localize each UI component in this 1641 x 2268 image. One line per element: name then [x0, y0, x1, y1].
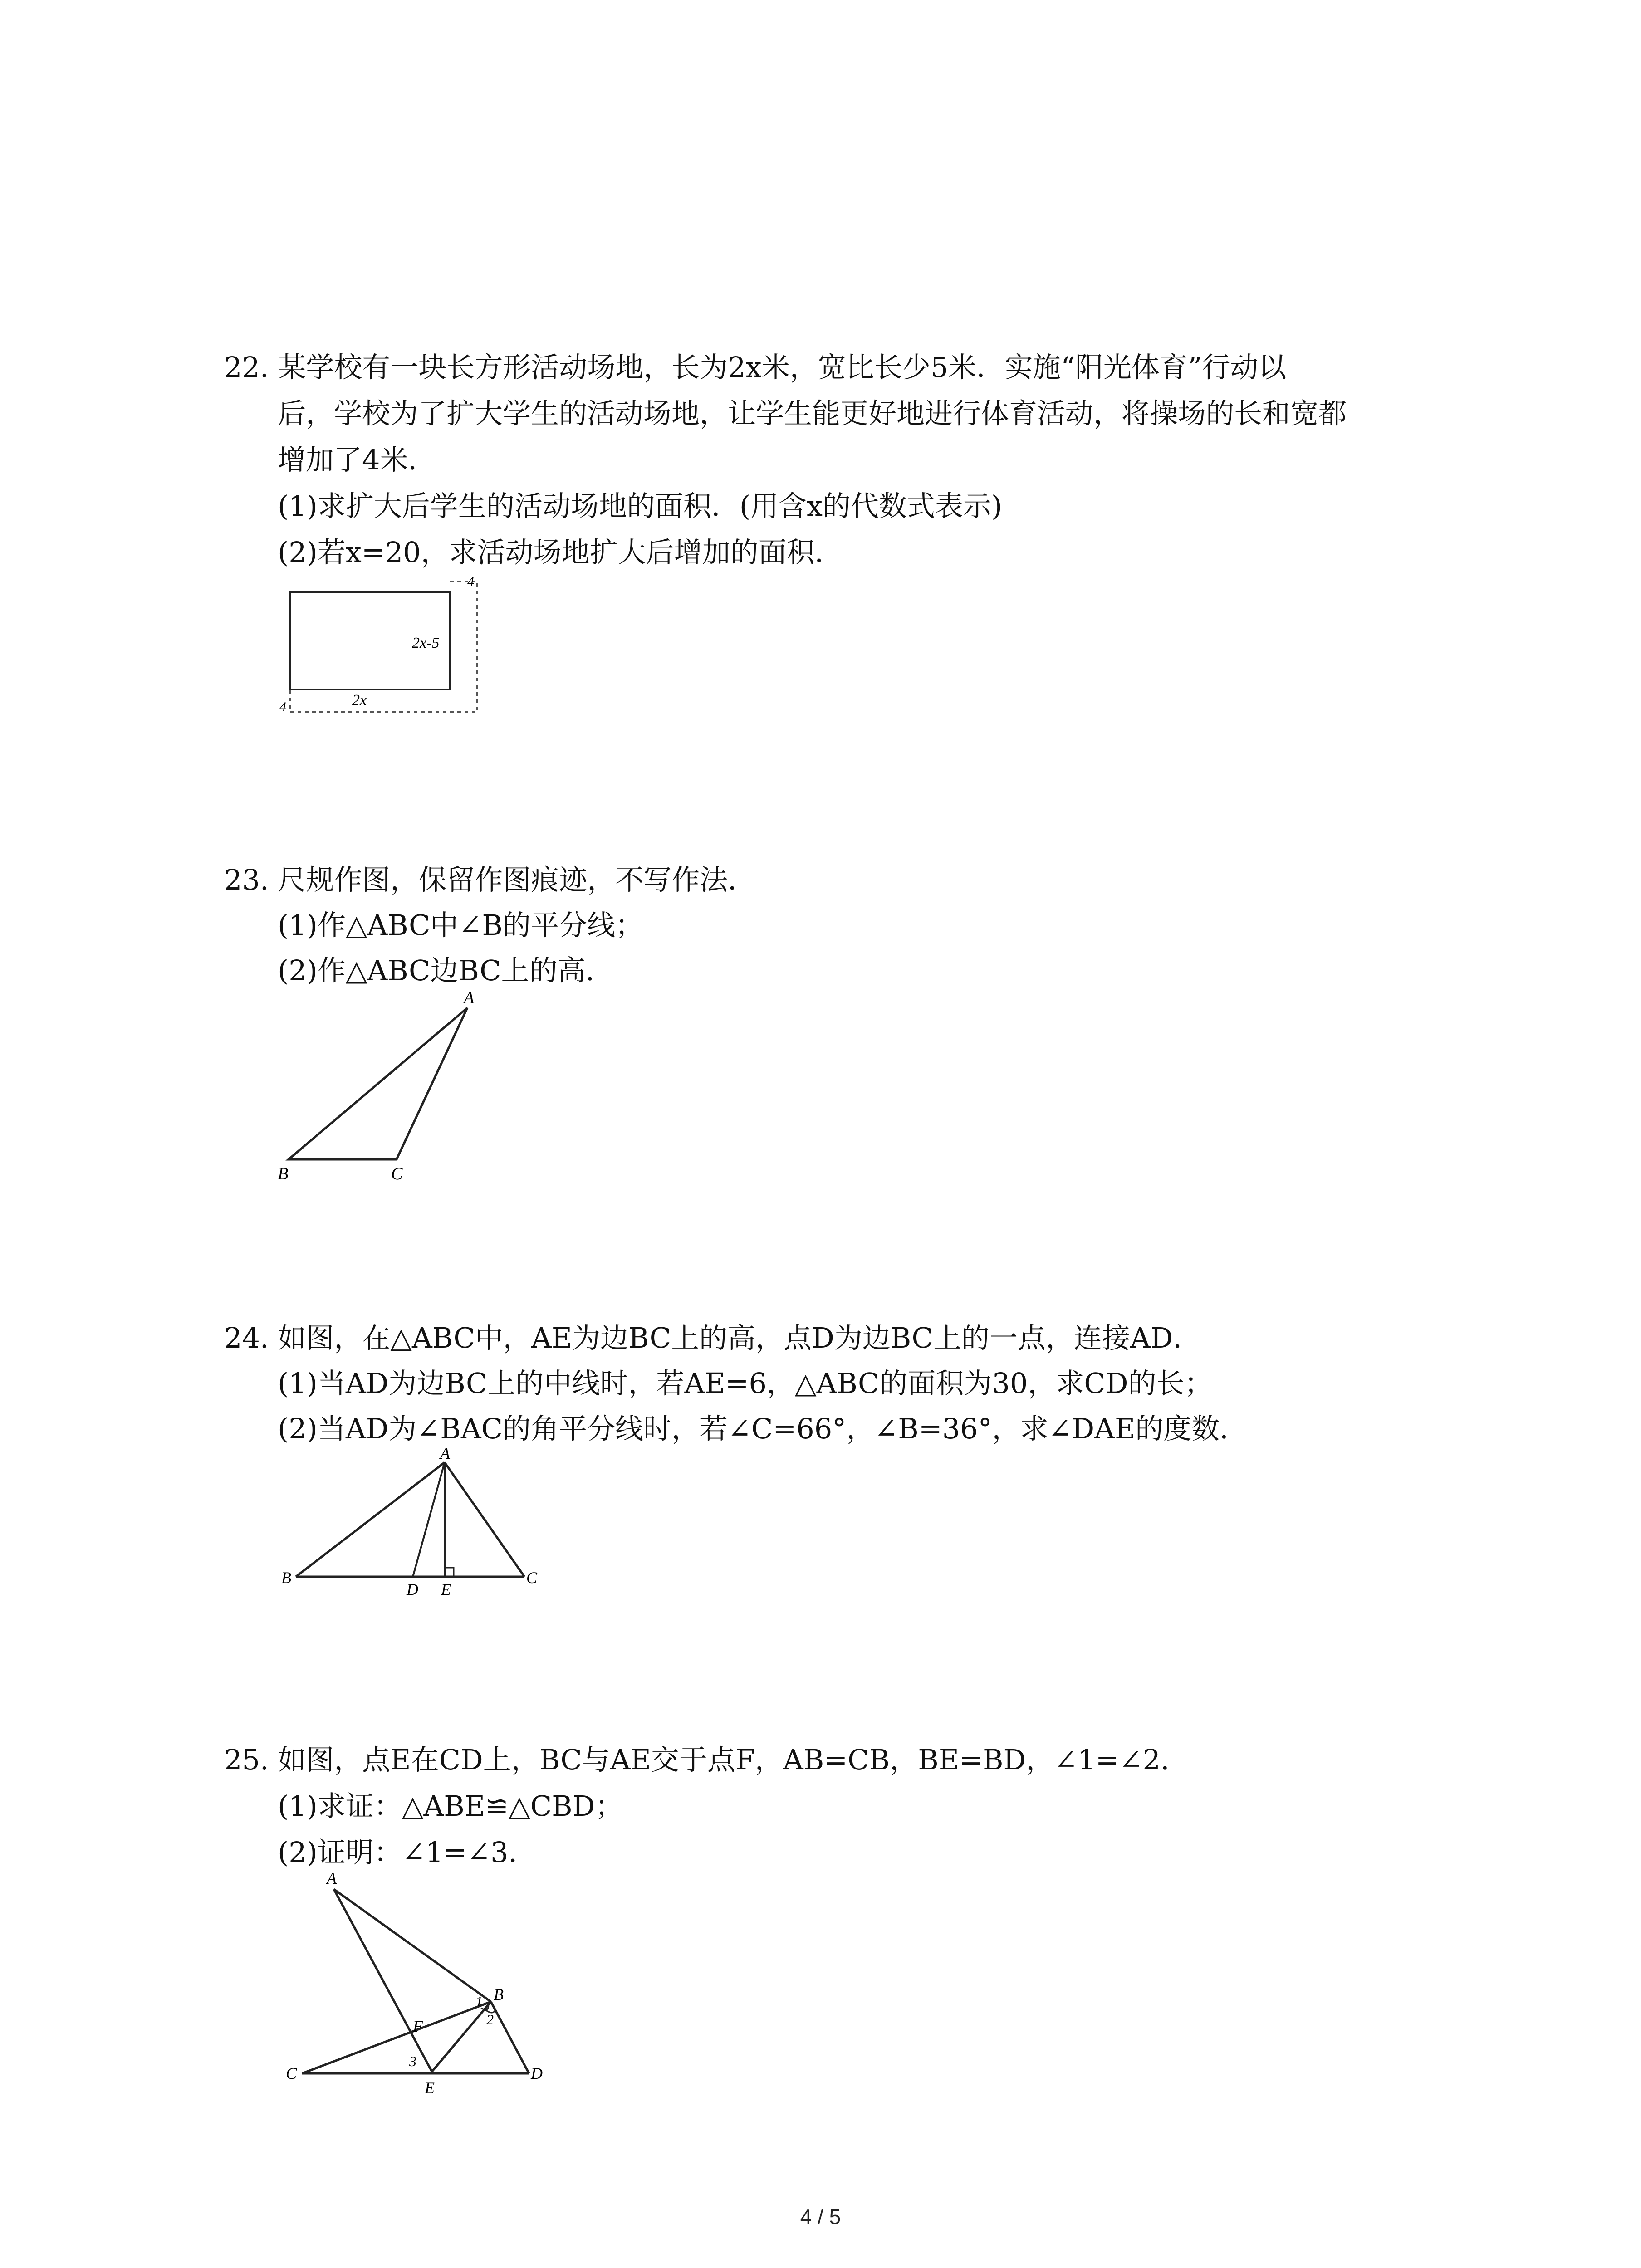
q24-label-a: A — [440, 1444, 450, 1462]
q25-triangles-figure — [263, 1871, 563, 2107]
q25-segment-bd — [491, 2002, 529, 2073]
q25-part-1: (1)求证：△ABE≌△CBD； — [278, 1789, 623, 1823]
q23-label-c: C — [391, 1164, 403, 1183]
q24-label-b: B — [281, 1569, 291, 1587]
q23-part-2: (2)作△ABC边BC上的高． — [278, 954, 614, 987]
q25-part-2: (2)证明：∠1=∠3． — [278, 1836, 537, 1869]
q22-label-side: 2x-5 — [412, 635, 440, 651]
q25-segment-ab — [334, 1889, 491, 2002]
q22-part-2: (2)若x=20，求活动场地扩大后增加的面积． — [278, 536, 843, 569]
q24-triangle-figure — [263, 1444, 554, 1601]
q25-label-angle-3: 3 — [409, 2053, 416, 2069]
q25-label-c: C — [286, 2064, 297, 2082]
page-number: 4 / 5 — [800, 2205, 841, 2229]
q25-label-e: E — [425, 2079, 435, 2097]
q24-segment-ad — [413, 1462, 445, 1577]
q22-line-2: 后，学校为了扩大学生的活动场地，让学生能更好地进行体育活动，将操场的长和宽都 — [278, 397, 1347, 430]
q25-segment-ae — [334, 1889, 432, 2072]
q22-part-1: (1)求扩大后学生的活动场地的面积．(用含x的代数式表示) — [278, 489, 1003, 523]
q25-segment-cb — [302, 2002, 491, 2073]
q25-line-1: 25. 如图，点E在CD上，BC与AE交于点F，AB=CB，BE=BD，∠1=∠2． — [224, 1743, 1189, 1776]
q22-rectangle-figure — [272, 576, 490, 726]
q25-label-b: B — [494, 1985, 504, 2004]
q25-label-a: A — [327, 1869, 337, 1887]
q24-label-e: E — [441, 1580, 451, 1598]
q25-label-d: D — [531, 2064, 543, 2082]
q24-label-d: D — [407, 1580, 418, 1598]
q23-label-b: B — [278, 1164, 289, 1183]
q22-label-bottom: 2x — [352, 692, 367, 709]
q22-label-bottom-left: 4 — [279, 699, 286, 714]
q23-part-1: (1)作△ABC中∠B的平分线； — [278, 909, 643, 942]
q24-part-2: (2)当AD为∠BAC的角平分线时，若∠C=66°，∠B=36°，求∠DAE的度数． — [278, 1412, 1248, 1445]
q24-right-angle-mark — [445, 1568, 454, 1577]
q23-label-a: A — [464, 988, 475, 1007]
q25-label-f: F — [413, 2017, 423, 2035]
q24-segment-ac — [445, 1462, 524, 1577]
q25-label-angle-2: 2 — [486, 2011, 494, 2028]
q24-segment-ab — [296, 1462, 445, 1577]
q23-triangle-abc — [289, 1008, 467, 1159]
q22-label-top-right: 4 — [467, 574, 474, 589]
q24-line-1: 24. 如图，在△ABC中，AE为边BC上的高，点D为边BC上的一点，连接AD． — [224, 1321, 1201, 1354]
q25-label-angle-1: 1 — [475, 1993, 483, 2009]
q24-part-1: (1)当AD为边BC上的中线时，若AE=6，△ABC的面积为30，求CD的长； — [278, 1367, 1213, 1400]
q22-line-1: 22. 某学校有一块长方形活动场地，长为2x米，宽比长少5米．实施“阳光体育”行动以 — [224, 351, 1287, 384]
q23-triangle-figure — [263, 989, 499, 1193]
q24-label-c: C — [526, 1569, 538, 1587]
q23-line-1: 23. 尺规作图，保留作图痕迹，不写作法． — [224, 863, 756, 896]
q22-line-3: 增加了4米． — [278, 443, 436, 476]
